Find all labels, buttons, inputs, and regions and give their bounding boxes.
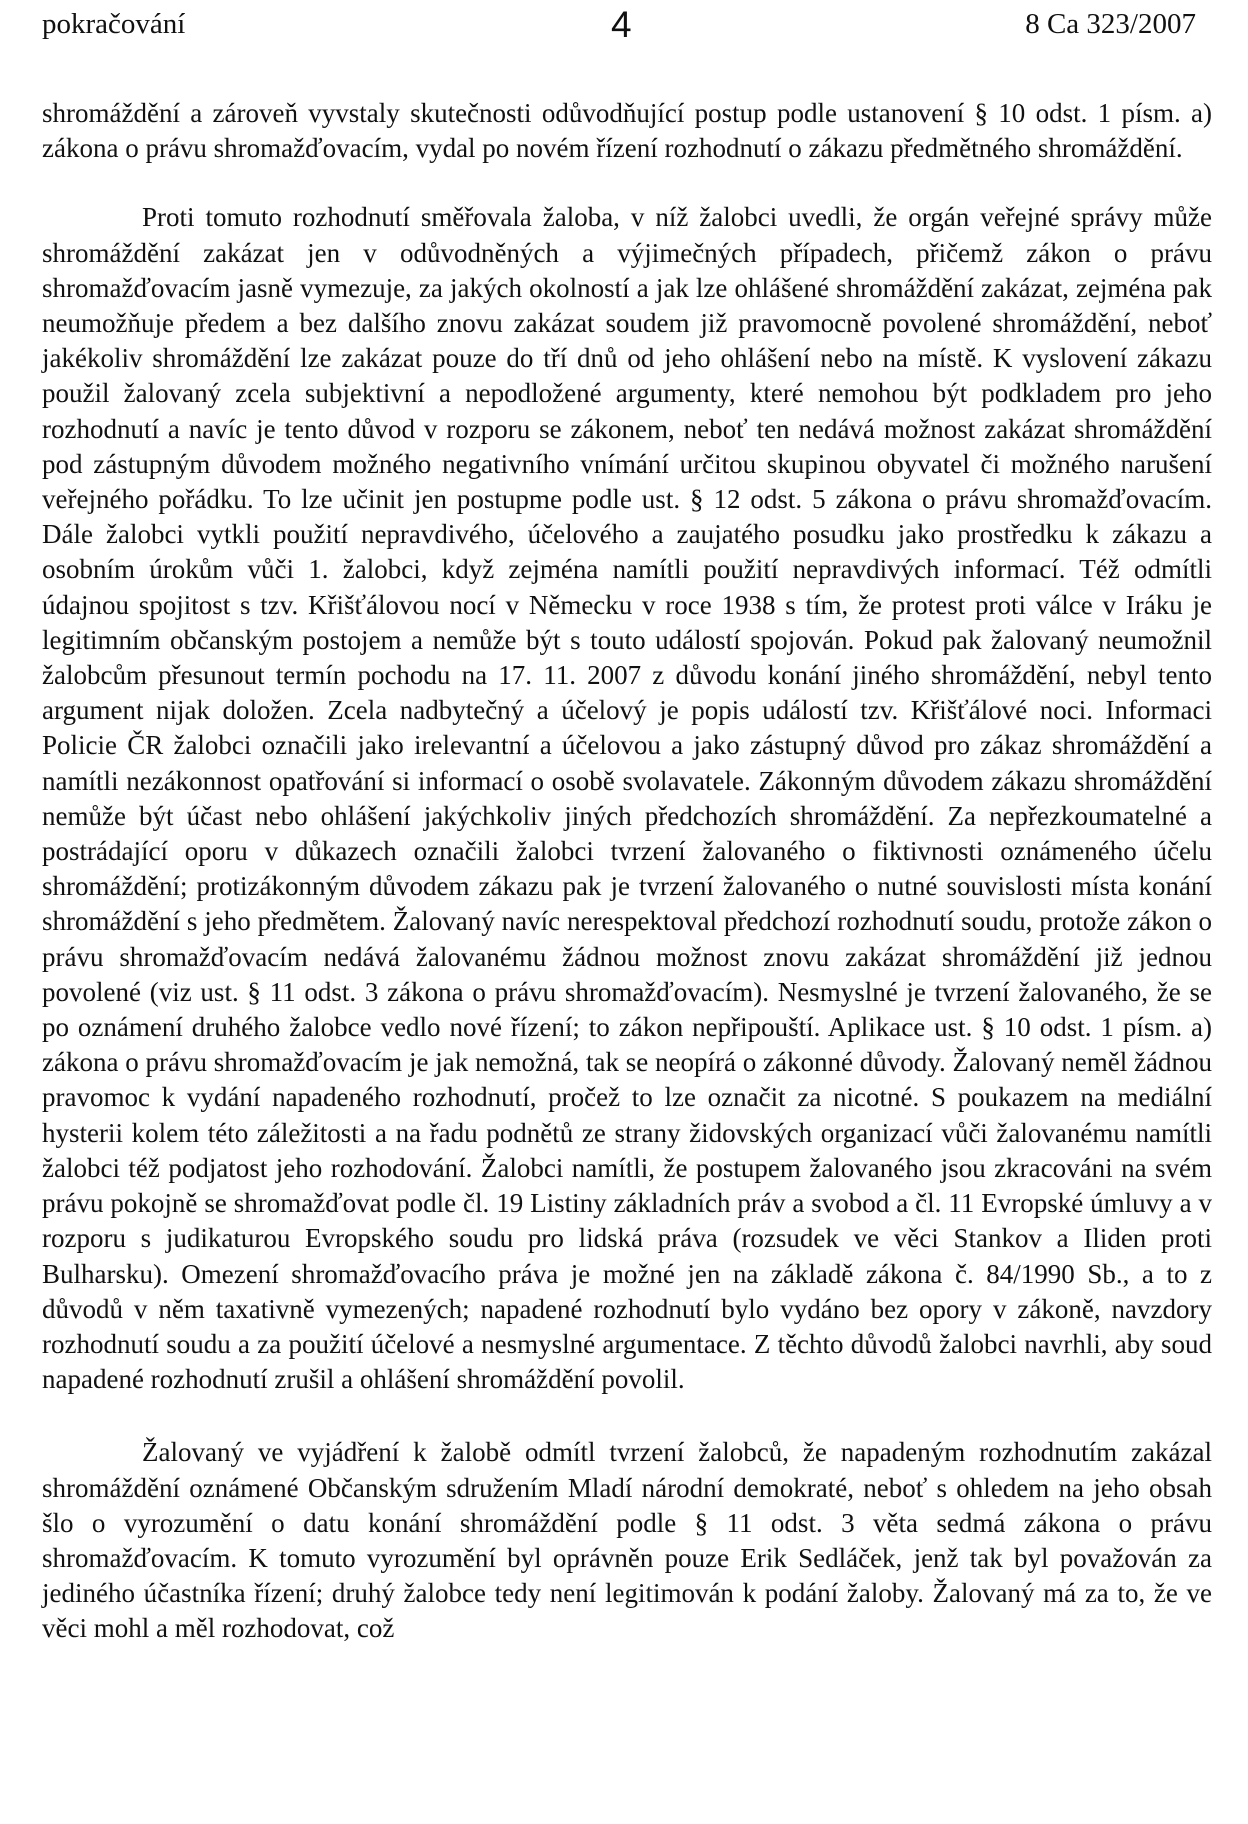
document-body <box>42 96 1212 1647</box>
page-number: 4 <box>611 4 632 45</box>
paragraph-defendant-response: Žalovaný ve vyjádření k žalobě odmítl tvrzení žalobců, že napadeným rozhodnutím zakázal shromáždění oznámené Občanským sdružením Mladí národní demokraté, neboť s ohledem na jeho obsah šlo o vyrozumění o datu konání shromáždění podle § 11 odst. 3 věta sedmá zákona o právu shromažďovacím. K tomuto vyrozumění byl oprávněn pouze Erik Sedláček, jenž tak byl považován za jediného účastníka řízení; druhý žalobce tedy není legitimován k podání žaloby. Žalovaný má za to, že ve věci mohl a měl rozhodovat, což <box>42 1437 1212 1644</box>
case-number: 8 Ca 323/2007 <box>1025 8 1196 40</box>
paragraph-continuation: shromáždění a zároveň vyvstaly skutečnosti odůvodňující postup podle ustanovení § 10 odst. 1 písm. a) zákona o právu shromažďovacím, vydal po novém řízení rozhodnutí o zákazu předmětného shromáždění. <box>42 98 1212 164</box>
page-header <box>42 4 1206 44</box>
continuation-label: pokračování <box>42 8 186 40</box>
paragraph-lawsuit: Proti tomuto rozhodnutí směřovala žaloba, v níž žalobci uvedli, že orgán veřejné správy může shromáždění zakázat jen v odůvodněných a výjimečných případech, přičemž zákon o právu shromažďovacím jasně vymezuje, za jakých okolností a jak lze ohlášené shromáždění zakázat, zejména pak neumožňuje předem a bez dalšího znovu zakázat soudem již pravomocně povolené shromáždění, neboť jakékoliv shromáždění lze zakázat pouze do tří dnů od jeho ohlášení nebo na místě. K vyslovení zákazu použil žalovaný zcela subjektivní a nepodložené argumenty, které nemohou být podkladem pro jeho rozhodnutí a navíc je tento důvod v rozporu se zákonem, neboť ten nedává možnost zakázat shromáždění pod zástupným důvodem možného negativního vnímání určitou skupinou obyvatel či možného narušení veřejného pořádku. To lze učinit jen postupme podle ust. § 12 odst. 5 zákona o právu shromažďovacím. Dále žalobci vytkli použití nepravdivého, účelového a zaujatého posudku jako prostředku k zákazu a osobním úrokům vůči 1. žalobci, když zejména namítli použití nepravdivých informací. Též odmítli údajnou spojitost s tzv. Křišťálovou nocí v Německu v roce 1938 s tím, že protest proti válce v Iráku je legitimním občanským postojem a nemůže být s touto událostí spojován. Pokud pak žalovaný neumožnil žalobcům přesunout termín pochodu na 17. 11. 2007 z důvodu konání jiného shromáždění, nebyl tento argument nijak doložen. Zcela nadbytečný a účelový je popis událostí tzv. Křišťálové noci. Informaci Policie ČR žalobci označili jako irelevantní a účelovou a jako zástupný důvod pro zákaz shromáždění a namítli nezákonnost opatřování si informací o osobě svolavatele. Zákonným důvodem zákazu shromáždění nemůže být účast nebo ohlášení jakýchkoliv jiných předchozích shromáždění. Za nepřezkoumatelné a postrádající oporu v důkazech označili žalobci tvrzení žalovaného o fiktivnosti oznámeného účelu shromáždění; protizákonným důvodem zákazu pak je tvrzení žalovaného o nutné souvislosti místa konání shromáždění s jeho předmětem. Žalovaný navíc nerespektoval předchozí rozhodnutí soudu, protože zákon o právu shromažďovacím nedává žalovanému žádnou možnost znovu zakázat shromáždění již jednou povolené (viz ust. § 11 odst. 3 zákona o právu shromažďovacím). Nesmyslné je tvrzení žalovaného, že se po oznámení druhého žalobce vedlo nové řízení; to zákon nepřipouští. Aplikace ust. § 10 odst. 1 písm. a) zákona o právu shromažďovacím je jak nemožná, tak se neopírá o zákonné důvody. Žalovaný neměl žádnou pravomoc k vydání napadeného rozhodnutí, pročež to lze označit za nicotné. S poukazem na mediální hysterii kolem této záležitosti a na řadu podnětů ze strany židovských organizací vůči žalovanému namítli žalobci též podjatost jeho rozhodování. Žalobci namítli, že postupem žalovaného jsou zkracováni na svém právu pokojně se shromažďovat podle čl. 19 Listiny základních práv a svobod a čl. 11 Evropské úmluvy a v rozporu s judikaturou Evropského soudu pro lidská práva (rozsudek ve věci Stankov a Iliden proti Bulharsku). Omezení shromažďovacího práva je možné jen na základě zákona č. 84/1990 Sb., a to z důvodů v něm taxativně vymezených; napadené rozhodnutí bylo vydáno bez opory v zákoně, navzdory rozhodnutí soudu a za použití účelové a nesmyslné argumentace. Z těchto důvodů žalobci navrhli, aby soud napadené rozhodnutí zrušil a ohlášení shromáždění povolil. <box>42 202 1212 1395</box>
